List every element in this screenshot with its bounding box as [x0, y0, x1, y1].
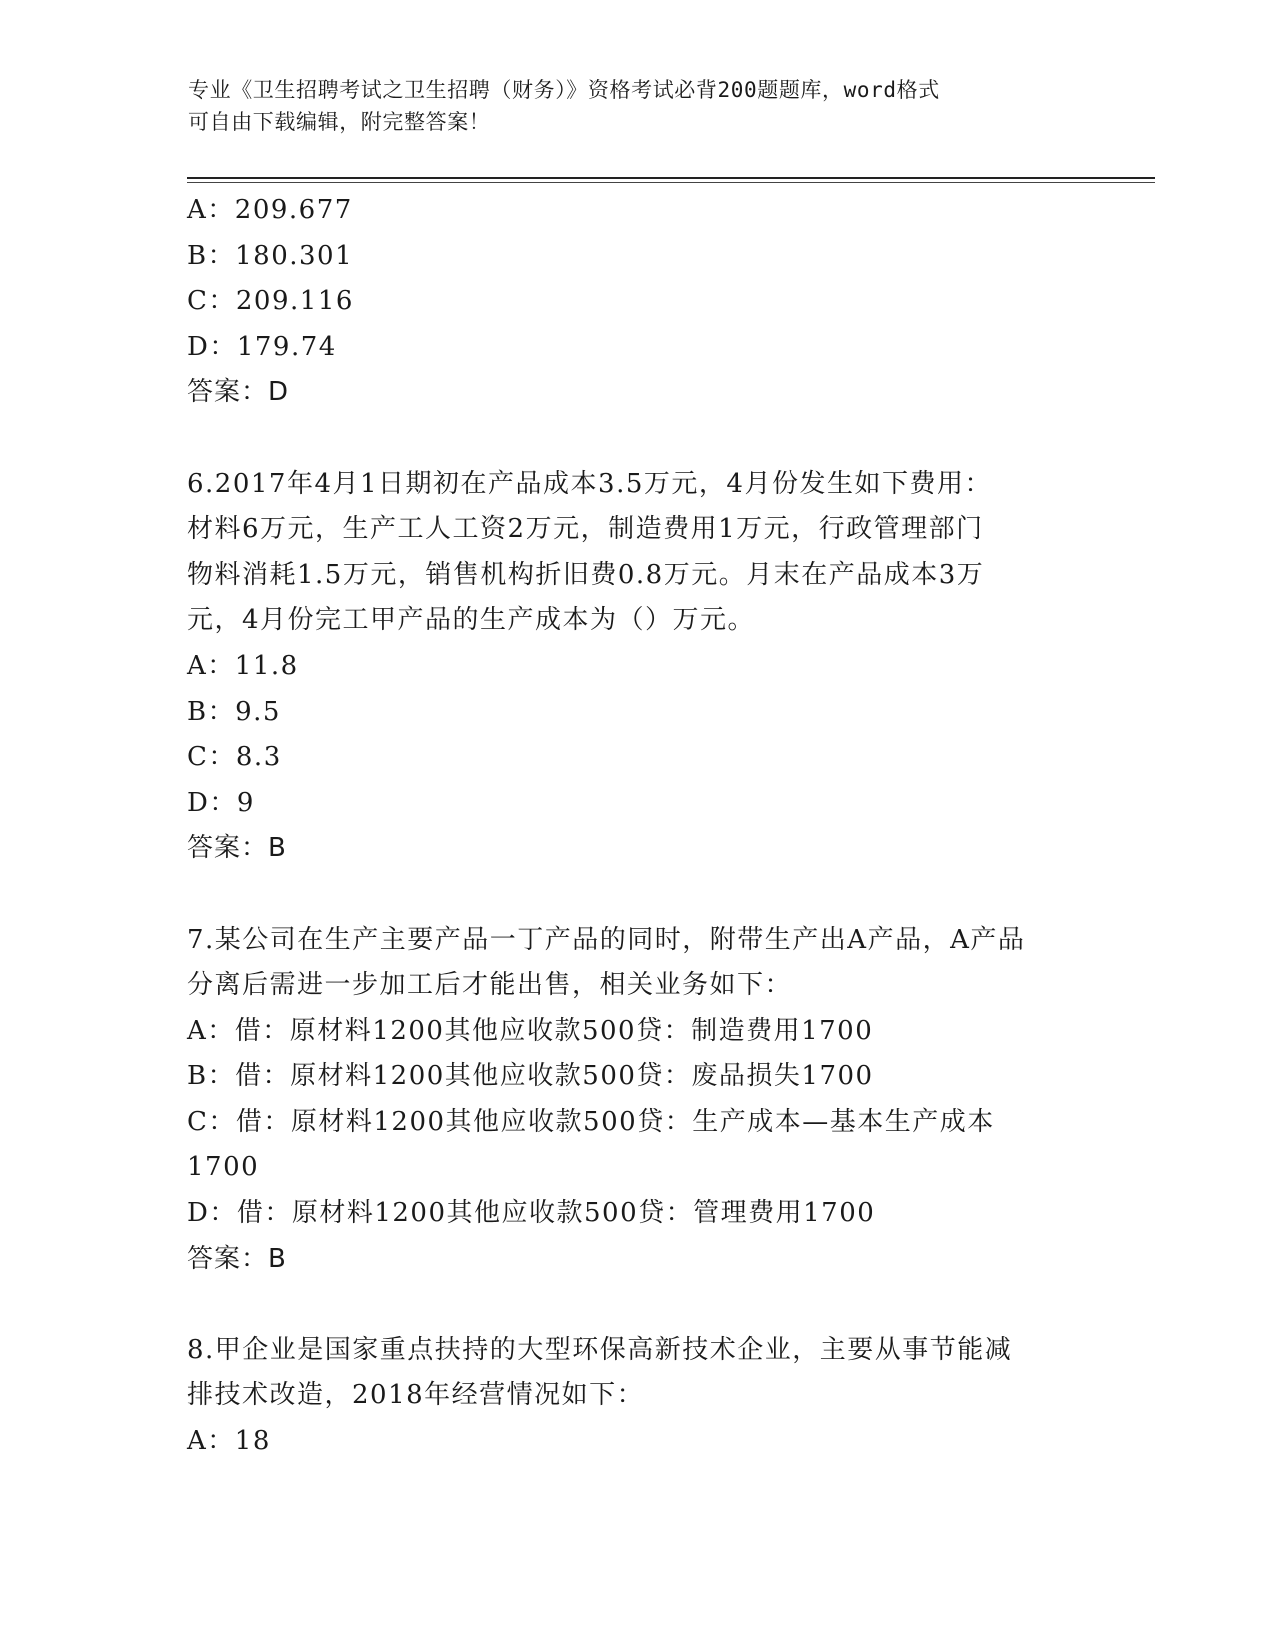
option-a: A：18: [187, 1426, 271, 1457]
spacer: [187, 416, 1117, 462]
option-a: A：11.8: [187, 650, 299, 681]
question-stem-line: 物料消耗1.5万元，销售机构折旧费0.8万元。月末在产品成本3万: [187, 559, 985, 590]
spacer: [187, 1282, 1117, 1328]
question-stem-line: 7.某公司在生产主要产品一丁产品的同时，附带生产出A产品，A产品: [187, 924, 1026, 955]
header-title-line-1: 专业《卫生招聘考试之卫生招聘（财务）》资格考试必背200题题库，word格式: [188, 78, 940, 102]
question-7: [187, 918, 1117, 1283]
question-stem-line: 8.甲企业是国家重点扶持的大型环保高新技术企业，主要从事节能减: [187, 1334, 1013, 1365]
option-d: D：借：原材料1200其他应收款500贷：管理费用1700: [187, 1198, 876, 1229]
question-stem-line: 分离后需进一步加工后才能出售，相关业务如下：: [187, 970, 793, 1001]
header-divider-thin: [187, 182, 1155, 183]
option-c: C：209.116: [187, 286, 354, 317]
option-b: B：180.301: [187, 240, 354, 271]
option-a: A：209.677: [187, 195, 353, 225]
option-b: B：借：原材料1200其他应收款500贷：废品损失1700: [187, 1061, 874, 1092]
document-header: [188, 74, 1068, 138]
answer-line: 答案：D: [187, 377, 290, 408]
question-stem-line: 材料6万元，生产工人工资2万元，制造费用1万元，行政管理部门: [187, 514, 984, 545]
question-stem-line: 排技术改造，2018年经营情况如下：: [187, 1380, 645, 1411]
question-6: [187, 462, 1117, 872]
option-d: D：9: [187, 787, 255, 818]
question-stem-line: 6.2017年4月1日期初在产品成本3.5万元，4月份发生如下费用：: [187, 468, 992, 499]
spacer: [187, 872, 1117, 918]
option-c-continued: 1700: [187, 1152, 260, 1183]
option-b: B：9.5: [187, 696, 281, 727]
option-a: A：借：原材料1200其他应收款500贷：制造费用1700: [187, 1015, 874, 1046]
question-list: [187, 188, 1117, 1465]
option-c: C：借：原材料1200其他应收款500贷：生产成本—基本生产成本: [187, 1106, 995, 1137]
question-8: [187, 1328, 1117, 1465]
answer-line: 答案：B: [187, 833, 287, 864]
answer-line: 答案：B: [187, 1243, 287, 1274]
question-5: [187, 188, 1117, 416]
header-divider-thick: [187, 177, 1155, 179]
question-stem-line: 元，4月份完工甲产品的生产成本为（）万元。: [187, 605, 756, 636]
header-title-line-2: 可自由下载编辑，附完整答案！: [188, 110, 491, 134]
option-c: C：8.3: [187, 742, 282, 773]
option-d: D：179.74: [187, 331, 337, 362]
